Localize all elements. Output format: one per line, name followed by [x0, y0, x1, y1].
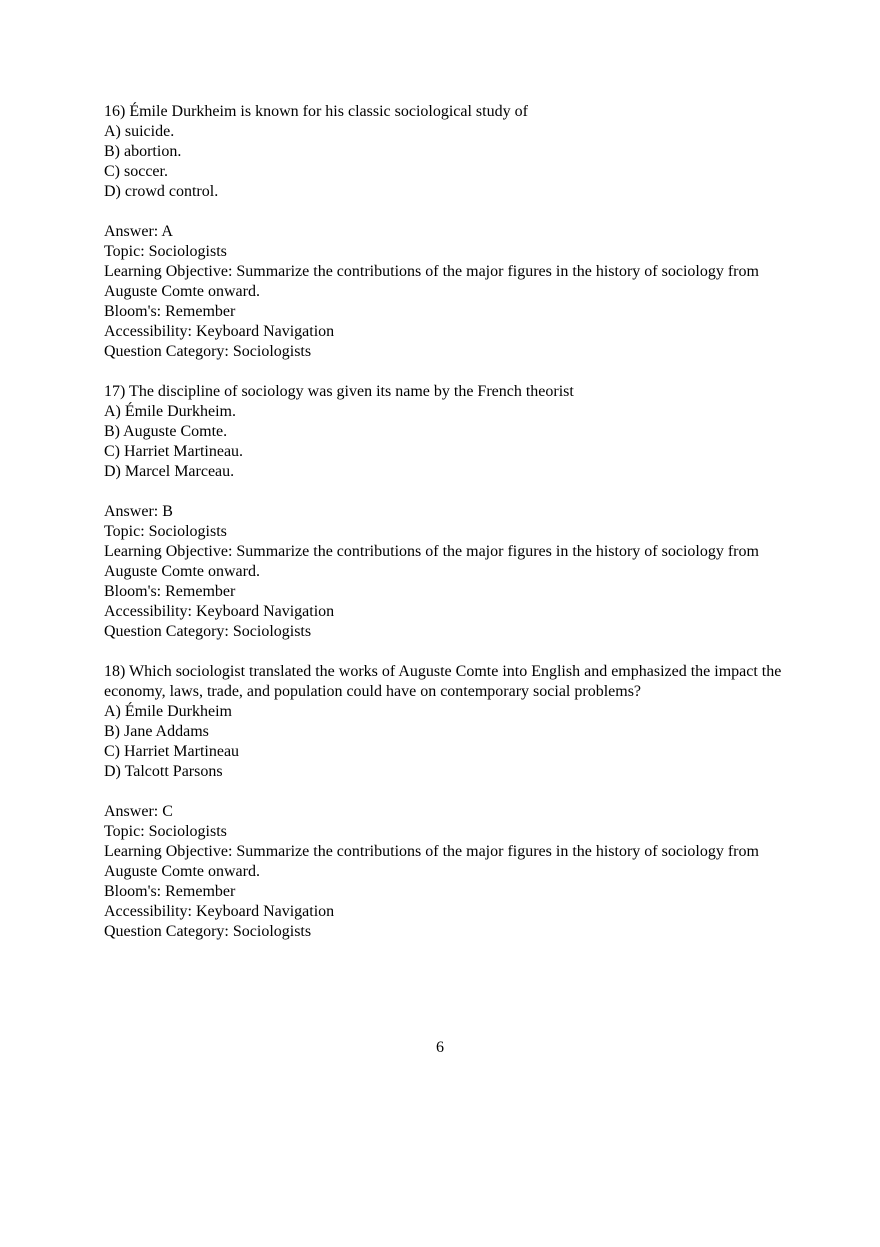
learning-objective-line: Learning Objective: Summarize the contributions of the major figures in the history of sociology from Auguste Comte onward. — [104, 543, 759, 580]
accessibility-line: Accessibility: Keyboard Navigation — [104, 903, 335, 920]
option-b: B) abortion. — [104, 143, 182, 160]
option-d: D) crowd control. — [104, 183, 219, 200]
blooms-line: Bloom's: Remember — [104, 883, 236, 900]
topic-line: Topic: Sociologists — [104, 243, 227, 260]
category-line: Question Category: Sociologists — [104, 343, 312, 360]
option-d: D) Talcott Parsons — [104, 763, 223, 780]
blooms-line: Bloom's: Remember — [104, 583, 236, 600]
spacer — [104, 202, 794, 222]
topic-line: Topic: Sociologists — [104, 823, 227, 840]
option-a: A) suicide. — [104, 123, 175, 140]
document-page — [104, 102, 794, 942]
learning-objective-line: Learning Objective: Summarize the contributions of the major figures in the history of sociology from Auguste Comte onward. — [104, 263, 759, 300]
spacer — [104, 482, 794, 502]
answer-line: Answer: B — [104, 503, 173, 520]
topic-line: Topic: Sociologists — [104, 523, 227, 540]
option-c: C) soccer. — [104, 163, 168, 180]
question-stem: 18) Which sociologist translated the works of Auguste Comte into English and emphasized the impact the economy, laws, trade, and population could have on contemporary social problems? — [104, 663, 782, 700]
option-d: D) Marcel Marceau. — [104, 463, 235, 480]
page-number: 6 — [436, 1039, 444, 1056]
question-17 — [104, 382, 794, 642]
question-stem: 17) The discipline of sociology was given its name by the French theorist — [104, 383, 574, 400]
category-line: Question Category: Sociologists — [104, 623, 312, 640]
spacer — [104, 782, 794, 802]
question-16 — [104, 102, 794, 362]
answer-line: Answer: A — [104, 223, 173, 240]
option-a: A) Émile Durkheim — [104, 703, 232, 720]
question-18 — [104, 662, 794, 942]
blooms-line: Bloom's: Remember — [104, 303, 236, 320]
option-b: B) Auguste Comte. — [104, 423, 228, 440]
category-line: Question Category: Sociologists — [104, 923, 312, 940]
learning-objective-line: Learning Objective: Summarize the contributions of the major figures in the history of sociology from Auguste Comte onward. — [104, 843, 759, 880]
question-stem: 16) Émile Durkheim is known for his classic sociological study of — [104, 103, 528, 120]
accessibility-line: Accessibility: Keyboard Navigation — [104, 323, 335, 340]
option-c: C) Harriet Martineau — [104, 743, 240, 760]
option-a: A) Émile Durkheim. — [104, 403, 236, 420]
answer-line: Answer: C — [104, 803, 173, 820]
accessibility-line: Accessibility: Keyboard Navigation — [104, 603, 335, 620]
option-c: C) Harriet Martineau. — [104, 443, 244, 460]
option-b: B) Jane Addams — [104, 723, 209, 740]
